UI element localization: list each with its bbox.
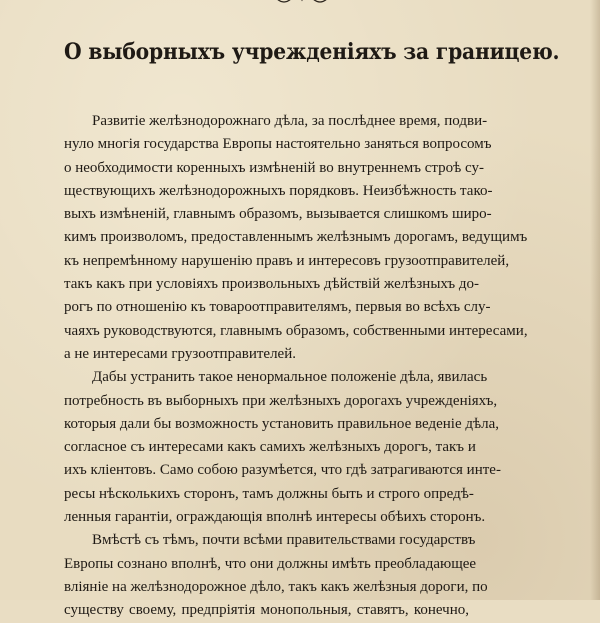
text-line: кимъ произволомъ, предоставленнымъ желѣзнымъ дорогамъ, ведущимъ bbox=[64, 229, 528, 246]
text-line: вліяніе на желѣзнодорожное дѣло, такъ какъ желѣзныя дороги, по bbox=[64, 578, 488, 595]
text-line: ленныя гарантіи, ограждающія вполнѣ интересы обѣихъ сторонъ. bbox=[64, 509, 486, 526]
text-line: о необходимости коренныхъ измѣненій во внутреннемъ строѣ су- bbox=[64, 159, 484, 176]
text-line: чаяхъ руководствуются, главнымъ образомъ, собственными интересами, bbox=[64, 322, 528, 339]
text-line: нуло многія государства Европы настоятельно заняться вопросомъ bbox=[64, 136, 492, 153]
text-line: потребность въ выборныхъ при желѣзныхъ дорогахъ учрежденіяхъ, bbox=[64, 392, 498, 409]
header-ornament-icon bbox=[272, 0, 332, 6]
text-line: ихъ кліентовъ. Само собою разумѣется, что гдѣ затрагиваются инте- bbox=[64, 462, 501, 479]
text-line: выхъ измѣненій, главнымъ образомъ, вызывается слишкомъ широ- bbox=[64, 206, 492, 223]
text-line: рогъ по отношенію къ товароотправителямъ, первыя во всѣхъ слу- bbox=[64, 299, 491, 316]
text-line: Вмѣстѣ съ тѣмъ, почти всѣми правительствами государствъ bbox=[92, 532, 476, 549]
text-line: Дабы устранить такое ненормальное положеніе дѣла, явилась bbox=[92, 369, 488, 386]
text-line: которыя дали бы возможность установить правильное веденіе дѣла, bbox=[64, 415, 500, 432]
text-line: такъ какъ при условіяхъ произвольныхъ дѣйствій желѣзныхъ до- bbox=[64, 276, 479, 293]
text-line: къ непремѣнному нарушенію правъ и интересовъ грузоотправителей, bbox=[64, 252, 510, 269]
text-line: существу своему, предпріятія монопольныя, ставятъ, конечно, bbox=[64, 602, 469, 619]
body-text bbox=[64, 110, 528, 623]
page-edge-shadow bbox=[590, 0, 600, 600]
text-line: ресы нѣсколькихъ сторонъ, тамъ должны быть и строго опредѣ- bbox=[64, 485, 474, 502]
text-line: согласное съ интересами какъ самихъ желѣзныхъ дорогъ, такъ и bbox=[64, 439, 476, 456]
page-title: О выборныхъ учрежденіяхъ за границею. bbox=[64, 39, 560, 65]
text-line: Европы сознано вполнѣ, что они должны имѣть преобладающее bbox=[64, 555, 477, 572]
text-line: Развитіе желѣзнодорожнаго дѣла, за послѣднее время, подви- bbox=[92, 113, 488, 129]
text-line: а не интересами грузоотправителей. bbox=[64, 345, 296, 362]
text-line: ществующихъ желѣзнодорожныхъ порядковъ. Неизбѣжность тако- bbox=[64, 182, 493, 199]
